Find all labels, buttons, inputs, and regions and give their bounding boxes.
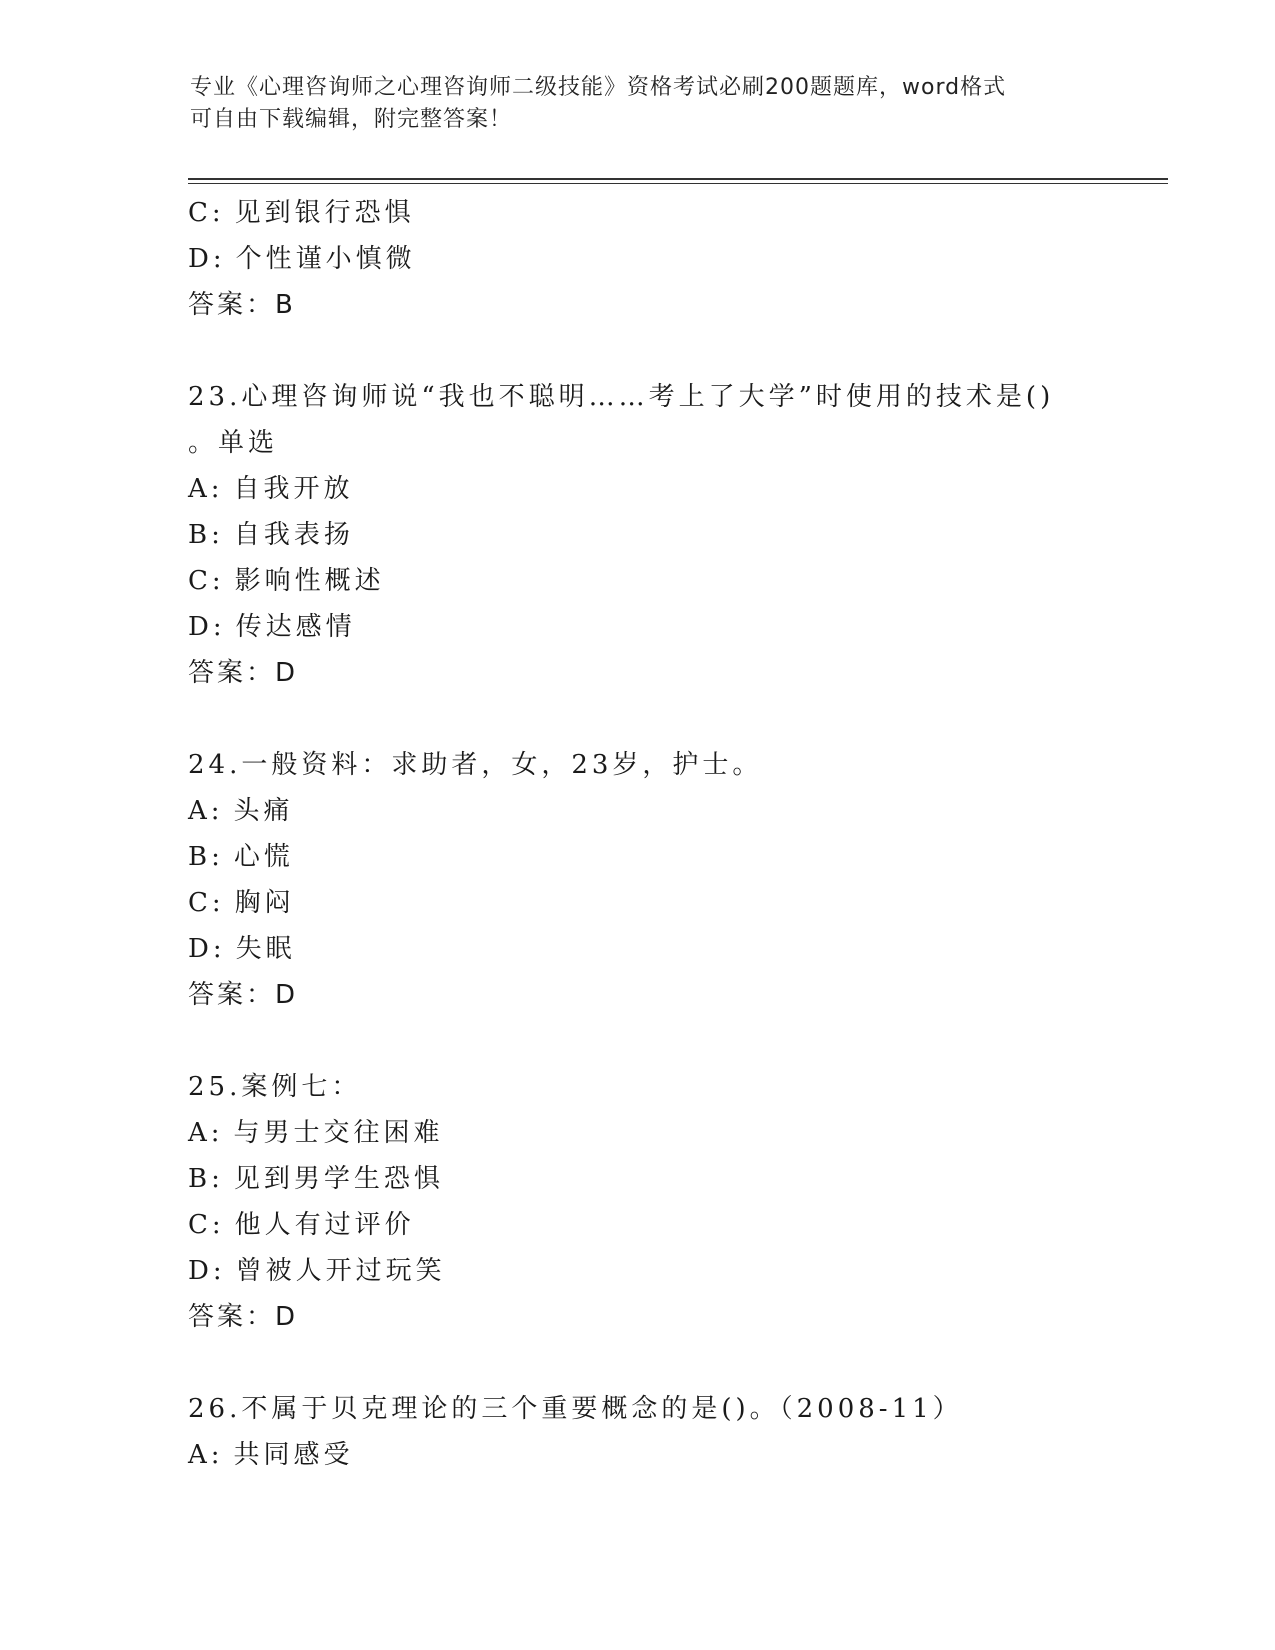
option-key: B: (188, 520, 224, 550)
option-text: 头痛 (233, 796, 294, 826)
option-key: C: (188, 566, 225, 596)
option-key: D: (188, 934, 226, 964)
option-text: 影响性概述 (234, 566, 385, 596)
option-key: B: (188, 1164, 224, 1194)
header-line-2: 可自由下载编辑，附完整答案！ (190, 107, 513, 132)
option-key: D: (188, 244, 226, 274)
option-text: 他人有过评价 (234, 1210, 415, 1240)
option-text: 曾被人开过玩笑 (235, 1256, 446, 1286)
option-row (188, 1248, 1088, 1294)
option-text: 失眠 (235, 934, 296, 964)
option-text: 胸闷 (234, 888, 295, 918)
document-header (190, 72, 1090, 136)
question-stem: 23.心理咨询师说“我也不聪明……考上了大学”时使用的技术是() (188, 382, 1055, 412)
answer-line: 答案：D (188, 980, 299, 1010)
question-stem: 25.案例七： (188, 1072, 362, 1102)
option-row (188, 190, 1088, 236)
option-key: C: (188, 888, 225, 918)
question-23 (188, 374, 1088, 696)
option-text: 与男士交往困难 (233, 1118, 444, 1148)
answer-line: 答案：D (188, 1302, 299, 1332)
header-divider-thick (188, 178, 1168, 180)
option-text: 见到男学生恐惧 (233, 1164, 444, 1194)
option-row (188, 1156, 1088, 1202)
option-row (188, 512, 1088, 558)
option-text: 共同感受 (233, 1440, 354, 1470)
question-25 (188, 1064, 1088, 1340)
header-divider-thin (188, 183, 1168, 184)
option-text: 传达感情 (235, 612, 356, 642)
question-26 (188, 1386, 1088, 1478)
question-stem-continued: 。单选 (188, 428, 279, 458)
option-text: 自我开放 (233, 474, 354, 504)
option-key: A: (188, 1440, 224, 1470)
option-row (188, 834, 1088, 880)
header-line-1: 专业《心理咨询师之心理咨询师二级技能》资格考试必刷200题题库，word格式 (190, 75, 1007, 100)
option-row (188, 1110, 1088, 1156)
option-row (188, 1432, 1088, 1478)
option-row (188, 788, 1088, 834)
option-text: 心慌 (233, 842, 294, 872)
question-24 (188, 742, 1088, 1018)
option-text: 个性谨小慎微 (235, 244, 416, 274)
question-22-continuation (188, 190, 1088, 328)
option-key: B: (188, 842, 224, 872)
option-row (188, 236, 1088, 282)
option-text: 见到银行恐惧 (234, 198, 415, 228)
option-row (188, 926, 1088, 972)
option-row (188, 880, 1088, 926)
option-key: A: (188, 474, 224, 504)
option-key: C: (188, 1210, 225, 1240)
option-key: A: (188, 796, 224, 826)
option-key: C: (188, 198, 225, 228)
option-row (188, 1202, 1088, 1248)
option-row (188, 558, 1088, 604)
option-row (188, 604, 1088, 650)
question-stem: 24.一般资料：求助者，女，23岁，护士。 (188, 750, 763, 780)
option-text: 自我表扬 (233, 520, 354, 550)
option-key: D: (188, 612, 226, 642)
option-key: A: (188, 1118, 224, 1148)
option-key: D: (188, 1256, 226, 1286)
answer-line: 答案：D (188, 658, 299, 688)
question-list (188, 190, 1088, 1478)
question-stem: 26.不属于贝克理论的三个重要概念的是()。（2008-11） (188, 1394, 963, 1424)
option-row (188, 466, 1088, 512)
answer-line: 答案：B (188, 290, 296, 320)
